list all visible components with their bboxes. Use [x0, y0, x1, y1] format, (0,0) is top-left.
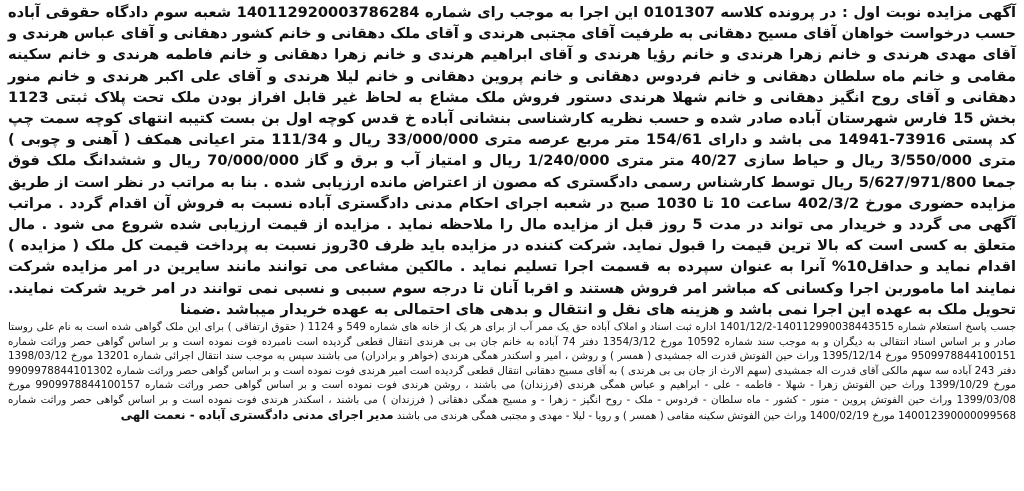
notice-registry-details — [8, 320, 1016, 423]
signature-line: مدیر اجرای مدنی دادگستری آباده - نعمت الهی — [120, 407, 394, 422]
registry-details-text: جسب پاسخ استعلام شماره 140112990038443515-1401/12/2 اداره ثبت اسناد و املاک آباده حق یک ممر آب از برای هر یک از خانه های شماره 549 و 1124 ( حقوق ارتفاقی ) برای این ملک گواهی شده است به نام علی روستا صادر و بر اساس اسناد انتقالی به دیگران و به موجب سند شماره 10592 مورخ 1354/3/12 دفتر 74 آباده به خانم جان بی بی هرندی انتقال قطعی گردیده است نامبرده فوت نموده است و بر اساس گواهی حصر وراثت شماره 9509978844100151 مورخ 1395/12/14 وراث حین الفوتش قدرت اله جمشیدی ( همسر ) و روشن ، امیر و اسکندر همگی هرندی (خواهر و برادران) می باشند سپس به موجب سند انتقال اجرائی شماره 13201 مورخ 1398/03/12 دفتر 243 آباده سه سهم مالکی آقای قدرت اله جمشیدی (سهم الارث از جان بی بی هرندی ) به آقای مسیح دهقانی انتقال قطعی گردیده است امیر هرندی فوت نموده است و بر اساس گواهی حصر وراثت شماره 9909978844101302 مورخ 1399/10/29 وراث حین الفوتش زهرا - شهلا - فاطمه - علی - ابراهیم و عباس همگی هرندی (فرزندان) می باشند ، روشن هرندی فوت نموده است و بر اساس گواهی حصر وراثت شماره 9909978844100157 مورخ 1399/03/08 وراث حین الفوتش پروین - منور - کشور - ماه سلطان - فردوس - ملک - روح انگیز - زهرا - و مسیح همگی دهقانی ( فرزندان ) می باشند ، اسکندر هرندی فوت نموده است و بر اساس گواهی حصر وراثت شماره 140012390000099568 مورخ 1400/02/19 وراث حین الفوتش سکینه مقامی ( همسر ) و رویا - لیلا - مهدی و مجتبی همگی هرندی می باشند — [8, 321, 1017, 422]
notice-main-text: آگهی مزایده نوبت اول : در پرونده کلاسه 0101307 این اجرا به موجب رای شماره 140112920003786284 شعبه سوم دادگاه حقوقی آباده حسب درخواست خواهان آقای مسیح دهقانی به طرفیت آقای مجتبی هرندی و آقای ملک دهقانی و خانم کشور دهقانی و آقای عباس هرندی و آقای مهدی هرندی و خانم زهرا هرندی و خانم رؤیا هرندی و آقای ابراهیم هرندی و خانم زهرا دهقانی و خانم فاطمه هرندی و خانم سکینه مقامی و خانم ماه سلطان دهقانی و خانم فردوس دهقانی و خانم پروین دهقانی و خانم لیلا هرندی و آقای علی اکبر هرندی و خانم منور دهقانی و آقای روح انگیز دهقانی و خانم شهلا هرندی دستور فروش ملک مشاع به لحاظ غیر قابل افراز بودن ملک تحت پلاک ثبتی 1123 بخش 15 فارس شهرستان آباده صادر شده و حسب نظریه کارشناسی بنشانی آباده خ قدس کوچه اول بن بست کتیبه انتهای کوچه سمت چپ کد پستی 73916-14941 می باشد و دارای 154/61 متر مربع عرصه متری 33/000/000 ریال و 111/34 متر اعیانی همکف ( آهنی و چوبی ) متری 3/550/000 ریال و حیاط سازی 40/27 متر متری 1/240/000 ریال و امتیاز آب و برق و گاز 70/000/000 ریال و ششدانگ ملک فوق جمعا 5/627/971/800 ریال توسط کارشناس رسمی دادگستری که مصون از اعتراض مانده ارزیابی شده . بنا به مراتب در نظر است از طریق مزایده حضوری مورخ 402/3/2 ساعت 10 تا 1030 صبح در شعبه اجرای احکام مدنی دادگستری آباده نسبت به فروش آن اقدام گردد . مراتب آگهی می گردد و خریدار می تواند در مدت 5 روز قبل از مزایده مال را ملاحظه نماید . مزایده از قیمت ارزیابی شده شروع می شود . مال متعلق به کسی است که بالا ترین قیمت را قبول نماید. شرکت کننده در مزایده باید ظرف 30روز نسبت به پرداخت قیمت کل ملک ( مزایده ) اقدام نماید و حداقل10% آنرا به عنوان سپرده به قسمت اجرا تسلیم نماید . مالکین مشاعی می توانند مانند سایرین در امر مزایده شرکت نمایند اما ماموربن اجرا وکسانی که مباشر امر فروش هستند و اقربا آنان تا درجه سوم سببی و نسبی نمی توانند در امر خرید شرکت نمایند. تحویل ملک به عهده این اجرا نمی باشد و هزینه های نقل و انتقال و بدهی های احتمالی به عهده خریدار میباشد .ضمنا — [8, 4, 1017, 318]
